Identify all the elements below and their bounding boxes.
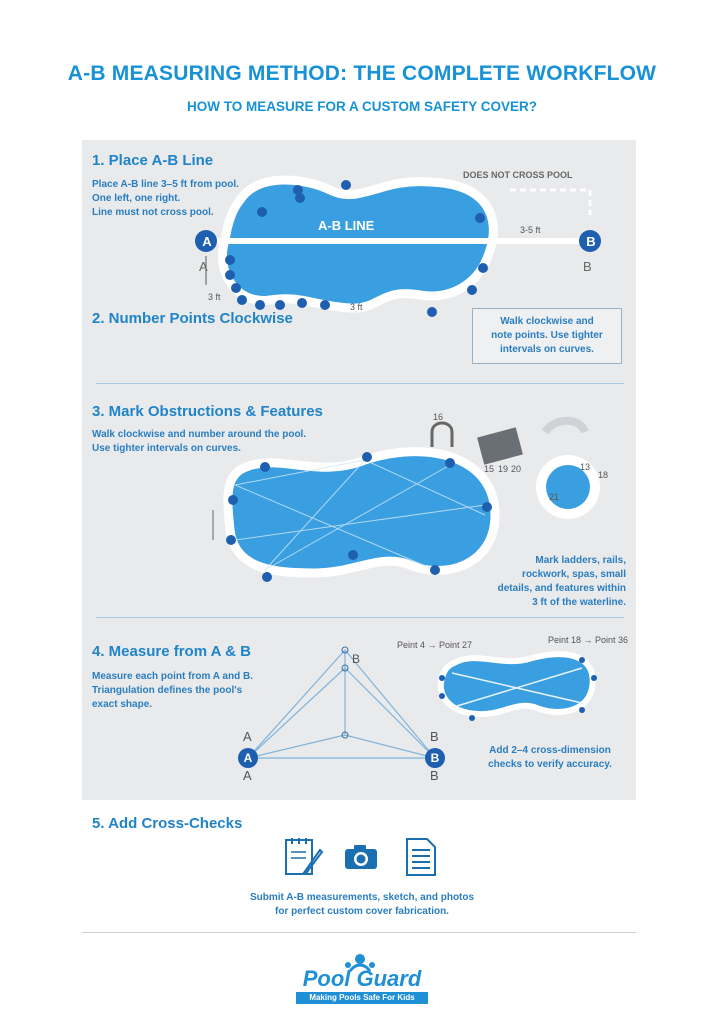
- step5-title: 5. Add Cross-Checks: [92, 815, 243, 832]
- step2-note-line: Walk clockwise and: [500, 316, 594, 327]
- no-cross-dashed-line: [510, 190, 590, 215]
- triangulation-diagram: [230, 640, 460, 770]
- step1-title: 1. Place A-B Line: [92, 152, 214, 169]
- step3-note-line: Mark ladders, rails,: [535, 555, 626, 566]
- rockwork-icon: [477, 427, 523, 464]
- footer-divider: [82, 932, 636, 933]
- step2-title: 2. Number Points Clockwise: [92, 310, 293, 327]
- feature-number: 21: [549, 492, 560, 502]
- step5-line: Submit A-B measurements, sketch, and photos: [249, 892, 475, 903]
- pool-shape: [222, 180, 493, 308]
- point-a-sub-label: A: [199, 259, 208, 274]
- step2-note: [472, 308, 622, 364]
- triangulation-lines: [248, 650, 435, 758]
- point-b-sub-label: B: [583, 259, 592, 274]
- distance-label: 3-5 ft: [520, 225, 541, 235]
- label-a-bottom: A: [243, 768, 252, 783]
- step4-line: Triangulation defines the pool's: [92, 685, 243, 696]
- ab-line-label: A-B LINE: [318, 218, 375, 233]
- feature-number: 19: [498, 464, 509, 474]
- step3-line: Walk clockwise and number around the pool.: [92, 429, 307, 440]
- document-icon: [404, 836, 438, 878]
- page-subtitle: HOW TO MEASURE FOR A CUSTOM SAFETY COVER?: [186, 99, 538, 114]
- point-b-label: B: [586, 234, 596, 249]
- section-divider: [96, 617, 624, 618]
- feature-number: 18: [598, 470, 609, 480]
- ladder-rail-icon: [432, 423, 452, 447]
- step5-line: for perfect custom cover fabrication.: [275, 906, 449, 917]
- feature-number: 16: [433, 412, 444, 422]
- step1-diagram: [180, 160, 620, 330]
- step4-note-line: checks to verify accuracy.: [488, 759, 612, 770]
- step4-line: Measure each point from A and B.: [92, 671, 253, 682]
- crosscheck-label: Peint 18 → Point 36: [548, 635, 629, 645]
- page-title: A-B MEASURING METHOD: THE COMPLETE WORKFLOW: [67, 62, 657, 85]
- label-a-marker: A: [243, 751, 253, 765]
- offset-label: 3 ft: [350, 302, 363, 312]
- section-divider: [96, 383, 624, 384]
- notepad-pencil-icon: [282, 836, 326, 880]
- label-b-apex: B: [352, 652, 361, 666]
- ab-line: [206, 238, 590, 244]
- step2-note-line: intervals on curves.: [500, 344, 594, 355]
- label-b-top: B: [430, 729, 439, 744]
- crosscheck-label: Peint 4 → Point 27: [397, 640, 473, 650]
- step1-line: Place A-B line 3–5 ft from pool.: [92, 179, 239, 190]
- label-b-marker: B: [430, 751, 440, 765]
- crosscheck-diagram: [432, 648, 612, 723]
- feature-number: 20: [511, 464, 522, 474]
- logo-name: Pool Guard: [302, 966, 422, 991]
- feature-number: 15: [484, 464, 495, 474]
- step3-note-line: rockwork, spas, small: [522, 569, 626, 580]
- step1-line: Line must not cross pool.: [92, 207, 214, 218]
- offset-label: 3 ft: [208, 292, 221, 302]
- step5-text: [0, 891, 724, 919]
- feature-number: 13: [580, 462, 591, 472]
- point-a-label: A: [202, 234, 212, 249]
- label-b-bottom: B: [430, 768, 439, 783]
- step2-note-line: note points. Use tighter: [491, 330, 603, 341]
- step4-note: [480, 744, 620, 772]
- label-a-top: A: [243, 729, 252, 744]
- step4-title: 4. Measure from A & B: [92, 643, 251, 660]
- step3-title: 3. Mark Obstructions & Features: [92, 403, 323, 420]
- step3-note-line: 3 ft of the waterline.: [532, 597, 626, 608]
- step4-note-line: Add 2–4 cross-dimension: [489, 745, 611, 756]
- step3-note-line: details, and features within: [497, 583, 626, 594]
- logo-tagline: Making Pools Safe For Kids: [296, 992, 428, 1004]
- step4-line: exact shape.: [92, 699, 153, 710]
- camera-icon: [343, 842, 379, 872]
- no-cross-label: DOES NOT CROSS POOL: [463, 170, 573, 180]
- pool-shape: [441, 654, 593, 714]
- step3-note: [460, 554, 626, 610]
- step3-line: Use tighter intervals on curves.: [92, 443, 241, 454]
- step1-line: One left, one right.: [92, 193, 181, 204]
